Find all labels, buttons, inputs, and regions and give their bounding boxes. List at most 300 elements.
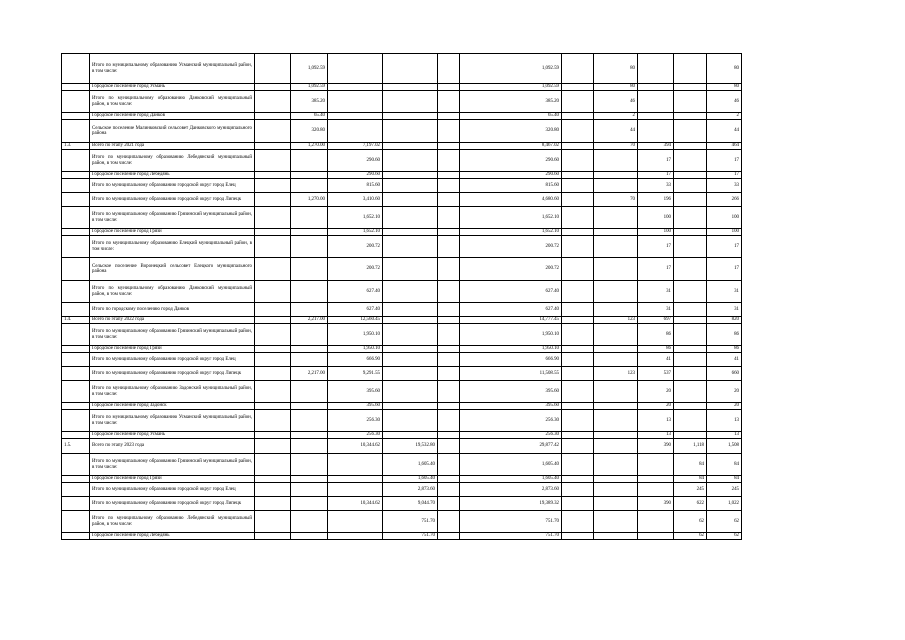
value-cell-c10 <box>638 454 674 476</box>
value-cell-c5: 1,605.40 <box>383 454 438 476</box>
row-name-cell: Сельское поселение Воронецкий сельсовет Елецкого муниципального района <box>90 258 255 281</box>
value-cell-c5 <box>383 193 438 207</box>
value-cell-c8 <box>562 511 594 533</box>
value-cell-c10: 100 <box>638 229 674 236</box>
value-cell-c9 <box>594 281 638 303</box>
row-number-cell <box>62 483 90 497</box>
row-name-cell: Городское поселение город Данков <box>90 113 255 120</box>
value-cell-c6 <box>438 229 460 236</box>
table-row <box>62 172 742 179</box>
value-cell-c12: 100 <box>707 207 742 229</box>
value-cell-c12: 31 <box>707 303 742 317</box>
value-cell-c10: 86 <box>638 324 674 346</box>
value-cell-c2 <box>255 324 291 346</box>
value-cell-c12: 820 <box>707 317 742 324</box>
value-cell-c11 <box>674 367 707 381</box>
value-cell-c10 <box>638 54 674 84</box>
table-row <box>62 317 742 324</box>
value-cell-c10: 33 <box>638 179 674 193</box>
row-name-cell: Итого по муниципальному образованию Грязинский муниципальный район, в том числе: <box>90 454 255 476</box>
value-cell-c5 <box>383 172 438 179</box>
value-cell-c3: 1,270.00 <box>291 193 328 207</box>
row-name-cell: Городское поселение город Грязи <box>90 476 255 483</box>
value-cell-c9 <box>594 511 638 533</box>
value-cell-c5 <box>383 303 438 317</box>
row-number-cell <box>62 432 90 439</box>
value-cell-c11 <box>674 432 707 439</box>
value-cell-c6 <box>438 403 460 410</box>
value-cell-c8 <box>562 317 594 324</box>
value-cell-c10 <box>638 113 674 120</box>
value-cell-c5 <box>383 150 438 172</box>
row-number-cell <box>62 324 90 346</box>
value-cell-c10: 41 <box>638 353 674 367</box>
row-number-cell <box>62 207 90 229</box>
value-cell-c6 <box>438 54 460 84</box>
row-name-cell: Городское поселение город Задонск <box>90 403 255 410</box>
row-name-cell: Итого по муниципальному образованию Данковский муниципальный район, в том числе: <box>90 91 255 113</box>
value-cell-c3 <box>291 258 328 281</box>
value-cell-c11 <box>674 113 707 120</box>
value-cell-c4 <box>328 454 383 476</box>
value-cell-c5 <box>383 317 438 324</box>
row-name-cell: Городское поселение город Лебедянь <box>90 172 255 179</box>
value-cell-c11: 84 <box>674 454 707 476</box>
row-number-cell: 1.4. <box>62 317 90 324</box>
value-cell-c2 <box>255 483 291 497</box>
value-cell-c5 <box>383 353 438 367</box>
value-cell-c9 <box>594 432 638 439</box>
value-cell-c6 <box>438 497 460 511</box>
value-cell-c9 <box>594 410 638 432</box>
value-cell-c6 <box>438 324 460 346</box>
value-cell-c4: 395.60 <box>328 381 383 403</box>
value-cell-c3 <box>291 497 328 511</box>
value-cell-c9 <box>594 150 638 172</box>
value-cell-c7: 751.70 <box>460 511 562 533</box>
row-name-cell: Итого по муниципальному образованию Усманский муниципальный район, в том числе: <box>90 410 255 432</box>
value-cell-c10 <box>638 533 674 540</box>
row-name-cell: Городское поселение город Усмань <box>90 432 255 439</box>
value-cell-c9 <box>594 476 638 483</box>
value-cell-c12: 86 <box>707 324 742 346</box>
row-name-cell: Городское поселение город Усмань <box>90 84 255 91</box>
value-cell-c9: 70 <box>594 193 638 207</box>
value-cell-c9 <box>594 179 638 193</box>
value-cell-c10: 17 <box>638 150 674 172</box>
value-cell-c10 <box>638 120 674 143</box>
value-cell-c8 <box>562 120 594 143</box>
value-cell-c10: 20 <box>638 381 674 403</box>
table-row <box>62 439 742 454</box>
value-cell-c5: 751.70 <box>383 533 438 540</box>
value-cell-c2 <box>255 84 291 91</box>
value-cell-c10: 100 <box>638 207 674 229</box>
value-cell-c9: 44 <box>594 120 638 143</box>
value-cell-c10: 17 <box>638 258 674 281</box>
value-cell-c11 <box>674 193 707 207</box>
value-cell-c3 <box>291 353 328 367</box>
value-cell-c2 <box>255 367 291 381</box>
value-cell-c9 <box>594 403 638 410</box>
value-cell-c2 <box>255 317 291 324</box>
value-cell-c6 <box>438 432 460 439</box>
row-number-cell <box>62 497 90 511</box>
value-cell-c5 <box>383 432 438 439</box>
row-number-cell <box>62 303 90 317</box>
value-cell-c12: 20 <box>707 381 742 403</box>
value-cell-c10: 13 <box>638 432 674 439</box>
value-cell-c9 <box>594 346 638 353</box>
value-cell-c8 <box>562 476 594 483</box>
value-cell-c6 <box>438 120 460 143</box>
value-cell-c10: 86 <box>638 346 674 353</box>
value-cell-c8 <box>562 236 594 258</box>
value-cell-c11 <box>674 281 707 303</box>
value-cell-c12: 266 <box>707 193 742 207</box>
table-row <box>62 179 742 193</box>
row-name-cell: Итого по муниципальному образованию Лебедянский муниципальный район, в том числе: <box>90 511 255 533</box>
value-cell-c11: 245 <box>674 483 707 497</box>
value-cell-c10 <box>638 483 674 497</box>
value-cell-c9 <box>594 303 638 317</box>
value-cell-c2 <box>255 143 291 150</box>
value-cell-c2 <box>255 91 291 113</box>
table-row <box>62 353 742 367</box>
value-cell-c8 <box>562 353 594 367</box>
row-number-cell <box>62 91 90 113</box>
value-cell-c3 <box>291 207 328 229</box>
value-cell-c10: 17 <box>638 236 674 258</box>
value-cell-c3: 65.40 <box>291 113 328 120</box>
value-cell-c7: 1,950.10 <box>460 346 562 353</box>
row-name-cell: Всего по этапу 2022 года <box>90 317 255 324</box>
value-cell-c11 <box>674 54 707 84</box>
value-cell-c8 <box>562 91 594 113</box>
table-row <box>62 454 742 476</box>
value-cell-c6 <box>438 303 460 317</box>
value-cell-c5 <box>383 54 438 84</box>
table-row <box>62 303 742 317</box>
table-row <box>62 143 742 150</box>
value-cell-c4: 12,560.45 <box>328 317 383 324</box>
value-cell-c9 <box>594 497 638 511</box>
row-number-cell <box>62 150 90 172</box>
row-name-cell: Итого по муниципальному образованию городской округ город Липецк <box>90 367 255 381</box>
value-cell-c3 <box>291 511 328 533</box>
row-name-cell: Итого по муниципальному образованию Елецкий муниципальный район, в том числе: <box>90 236 255 258</box>
value-cell-c8 <box>562 497 594 511</box>
value-cell-c10: 17 <box>638 172 674 179</box>
value-cell-c12: 13 <box>707 410 742 432</box>
row-number-cell <box>62 172 90 179</box>
value-cell-c12: 17 <box>707 236 742 258</box>
value-cell-c2 <box>255 439 291 454</box>
value-cell-c11 <box>674 172 707 179</box>
value-cell-c11 <box>674 236 707 258</box>
value-cell-c12: 31 <box>707 281 742 303</box>
row-number-cell <box>62 511 90 533</box>
row-name-cell: Городское поселение город Лебедянь <box>90 533 255 540</box>
value-cell-c7: 290.60 <box>460 150 562 172</box>
table-row <box>62 113 742 120</box>
value-cell-c11 <box>674 229 707 236</box>
value-cell-c2 <box>255 410 291 432</box>
value-cell-c6 <box>438 113 460 120</box>
table-row <box>62 403 742 410</box>
value-cell-c6 <box>438 483 460 497</box>
value-cell-c10 <box>638 91 674 113</box>
value-cell-c6 <box>438 150 460 172</box>
value-cell-c7: 4,680.60 <box>460 193 562 207</box>
value-cell-c7: 627.40 <box>460 281 562 303</box>
value-cell-c4: 256.30 <box>328 410 383 432</box>
table-row <box>62 367 742 381</box>
value-cell-c4 <box>328 483 383 497</box>
value-cell-c6 <box>438 207 460 229</box>
value-cell-c2 <box>255 193 291 207</box>
value-cell-c10: 31 <box>638 281 674 303</box>
value-cell-c12: 62 <box>707 533 742 540</box>
value-cell-c10: 390 <box>638 497 674 511</box>
value-cell-c6 <box>438 84 460 91</box>
value-cell-c12: 41 <box>707 353 742 367</box>
value-cell-c7: 19,389.32 <box>460 497 562 511</box>
value-cell-c8 <box>562 179 594 193</box>
value-cell-c11: 622 <box>674 497 707 511</box>
value-cell-c11 <box>674 207 707 229</box>
value-cell-c10: 390 <box>638 439 674 454</box>
value-cell-c12: 2 <box>707 113 742 120</box>
value-cell-c8 <box>562 432 594 439</box>
value-cell-c8 <box>562 84 594 91</box>
value-cell-c11 <box>674 381 707 403</box>
value-cell-c2 <box>255 54 291 84</box>
value-cell-c2 <box>255 150 291 172</box>
value-cell-c12: 660 <box>707 367 742 381</box>
value-cell-c2 <box>255 179 291 193</box>
table-row <box>62 229 742 236</box>
value-cell-c7: 395.60 <box>460 381 562 403</box>
value-cell-c5 <box>383 179 438 193</box>
value-cell-c8 <box>562 346 594 353</box>
value-cell-c10: 13 <box>638 410 674 432</box>
table-row <box>62 193 742 207</box>
value-cell-c2 <box>255 281 291 303</box>
value-cell-c9 <box>594 258 638 281</box>
value-cell-c3: 385.20 <box>291 91 328 113</box>
value-cell-c4: 200.72 <box>328 236 383 258</box>
row-number-cell <box>62 533 90 540</box>
value-cell-c5 <box>383 381 438 403</box>
value-cell-c9 <box>594 236 638 258</box>
value-cell-c2 <box>255 346 291 353</box>
value-cell-c7: 1,652.10 <box>460 207 562 229</box>
row-number-cell <box>62 120 90 143</box>
value-cell-c5 <box>383 143 438 150</box>
value-cell-c12: 17 <box>707 258 742 281</box>
value-cell-c9 <box>594 439 638 454</box>
value-cell-c5: 1,605.40 <box>383 476 438 483</box>
value-cell-c12: 1,508 <box>707 439 742 454</box>
table-row <box>62 84 742 91</box>
table-row <box>62 120 742 143</box>
value-cell-c4: 10,344.62 <box>328 497 383 511</box>
row-name-cell: Итого по муниципальному образованию городской округ город Липецк <box>90 193 255 207</box>
value-cell-c11 <box>674 317 707 324</box>
value-cell-c2 <box>255 497 291 511</box>
value-cell-c7: 256.30 <box>460 410 562 432</box>
value-cell-c3 <box>291 229 328 236</box>
value-cell-c3 <box>291 483 328 497</box>
value-cell-c10: 20 <box>638 403 674 410</box>
value-cell-c5: 2,873.60 <box>383 483 438 497</box>
value-cell-c8 <box>562 439 594 454</box>
value-cell-c8 <box>562 172 594 179</box>
value-cell-c11: 84 <box>674 476 707 483</box>
table-row <box>62 54 742 84</box>
value-cell-c2 <box>255 353 291 367</box>
value-cell-c4: 395.60 <box>328 403 383 410</box>
value-cell-c3 <box>291 179 328 193</box>
value-cell-c12: 44 <box>707 120 742 143</box>
value-cell-c8 <box>562 150 594 172</box>
row-name-cell: Итого по муниципальному образованию Задонский муниципальный район, в том числе: <box>90 381 255 403</box>
value-cell-c3 <box>291 172 328 179</box>
value-cell-c5 <box>383 236 438 258</box>
value-cell-c12: 464 <box>707 143 742 150</box>
row-name-cell: Сельское поселение Малинковский сельсовет Данковского муниципального района <box>90 120 255 143</box>
value-cell-c3: 2,217.00 <box>291 367 328 381</box>
value-cell-c7: 1,950.10 <box>460 324 562 346</box>
value-cell-c9 <box>594 207 638 229</box>
value-cell-c9: 123 <box>594 317 638 324</box>
table-body <box>62 54 742 540</box>
value-cell-c11: 62 <box>674 533 707 540</box>
value-cell-c2 <box>255 229 291 236</box>
row-name-cell: Всего по этапу 2023 года <box>90 439 255 454</box>
value-cell-c6 <box>438 172 460 179</box>
value-cell-c4: 1,950.10 <box>328 324 383 346</box>
value-cell-c9 <box>594 483 638 497</box>
value-cell-c2 <box>255 113 291 120</box>
value-cell-c7: 290.60 <box>460 172 562 179</box>
value-cell-c8 <box>562 454 594 476</box>
value-cell-c7: 1,092.59 <box>460 54 562 84</box>
value-cell-c6 <box>438 367 460 381</box>
row-number-cell: 1.3. <box>62 143 90 150</box>
value-cell-c7: 627.40 <box>460 303 562 317</box>
value-cell-c3 <box>291 303 328 317</box>
value-cell-c9 <box>594 172 638 179</box>
value-cell-c2 <box>255 476 291 483</box>
value-cell-c7: 200.72 <box>460 258 562 281</box>
value-cell-c9: 2 <box>594 113 638 120</box>
value-cell-c11 <box>674 353 707 367</box>
value-cell-c6 <box>438 317 460 324</box>
value-cell-c4 <box>328 120 383 143</box>
value-cell-c3 <box>291 381 328 403</box>
value-cell-c11: 1,118 <box>674 439 707 454</box>
value-cell-c6 <box>438 353 460 367</box>
value-cell-c3: 2,217.00 <box>291 317 328 324</box>
value-cell-c9: 123 <box>594 367 638 381</box>
value-cell-c12: 1,022 <box>707 497 742 511</box>
value-cell-c4: 200.72 <box>328 258 383 281</box>
row-number-cell <box>62 113 90 120</box>
row-number-cell <box>62 353 90 367</box>
value-cell-c10: 537 <box>638 367 674 381</box>
row-name-cell: Итого по муниципальному образованию Грязинский муниципальный район, в том числе: <box>90 324 255 346</box>
row-number-cell <box>62 367 90 381</box>
value-cell-c3: 1,270.00 <box>291 143 328 150</box>
value-cell-c11: 62 <box>674 511 707 533</box>
value-cell-c5 <box>383 346 438 353</box>
row-number-cell <box>62 179 90 193</box>
value-cell-c6 <box>438 346 460 353</box>
value-cell-c8 <box>562 258 594 281</box>
value-cell-c3 <box>291 281 328 303</box>
value-cell-c8 <box>562 403 594 410</box>
value-cell-c4 <box>328 511 383 533</box>
value-cell-c6 <box>438 454 460 476</box>
value-cell-c10 <box>638 84 674 91</box>
value-cell-c11 <box>674 410 707 432</box>
row-name-cell: Итого по муниципальному образованию Грязинский муниципальный район, в том числе: <box>90 207 255 229</box>
value-cell-c7: 1,652.10 <box>460 229 562 236</box>
value-cell-c3: 320.80 <box>291 120 328 143</box>
value-cell-c3 <box>291 346 328 353</box>
row-number-cell <box>62 454 90 476</box>
table-row <box>62 410 742 432</box>
value-cell-c12: 80 <box>707 54 742 84</box>
value-cell-c6 <box>438 91 460 113</box>
value-cell-c8 <box>562 533 594 540</box>
value-cell-c6 <box>438 410 460 432</box>
value-cell-c7: 395.60 <box>460 403 562 410</box>
table-row <box>62 346 742 353</box>
value-cell-c12: 245 <box>707 483 742 497</box>
value-cell-c3 <box>291 439 328 454</box>
value-cell-c10: 196 <box>638 193 674 207</box>
value-cell-c8 <box>562 281 594 303</box>
value-cell-c10: 697 <box>638 317 674 324</box>
value-cell-c3 <box>291 432 328 439</box>
value-cell-c3 <box>291 403 328 410</box>
value-cell-c5 <box>383 410 438 432</box>
value-cell-c6 <box>438 511 460 533</box>
value-cell-c8 <box>562 113 594 120</box>
row-number-cell <box>62 84 90 91</box>
row-name-cell: Итого по муниципальному образованию городской округ город Елец <box>90 353 255 367</box>
value-cell-c7: 1,605.40 <box>460 476 562 483</box>
value-cell-c11 <box>674 150 707 172</box>
value-cell-c9 <box>594 533 638 540</box>
value-cell-c3: 1,092.59 <box>291 84 328 91</box>
table-row <box>62 511 742 533</box>
value-cell-c7: 1,605.40 <box>460 454 562 476</box>
value-cell-c7: 2,873.60 <box>460 483 562 497</box>
table-row <box>62 150 742 172</box>
value-cell-c11 <box>674 403 707 410</box>
value-cell-c11 <box>674 258 707 281</box>
value-cell-c9 <box>594 454 638 476</box>
value-cell-c12: 100 <box>707 229 742 236</box>
value-cell-c6 <box>438 281 460 303</box>
value-cell-c5 <box>383 84 438 91</box>
value-cell-c5: 9,044.70 <box>383 497 438 511</box>
table-row <box>62 236 742 258</box>
